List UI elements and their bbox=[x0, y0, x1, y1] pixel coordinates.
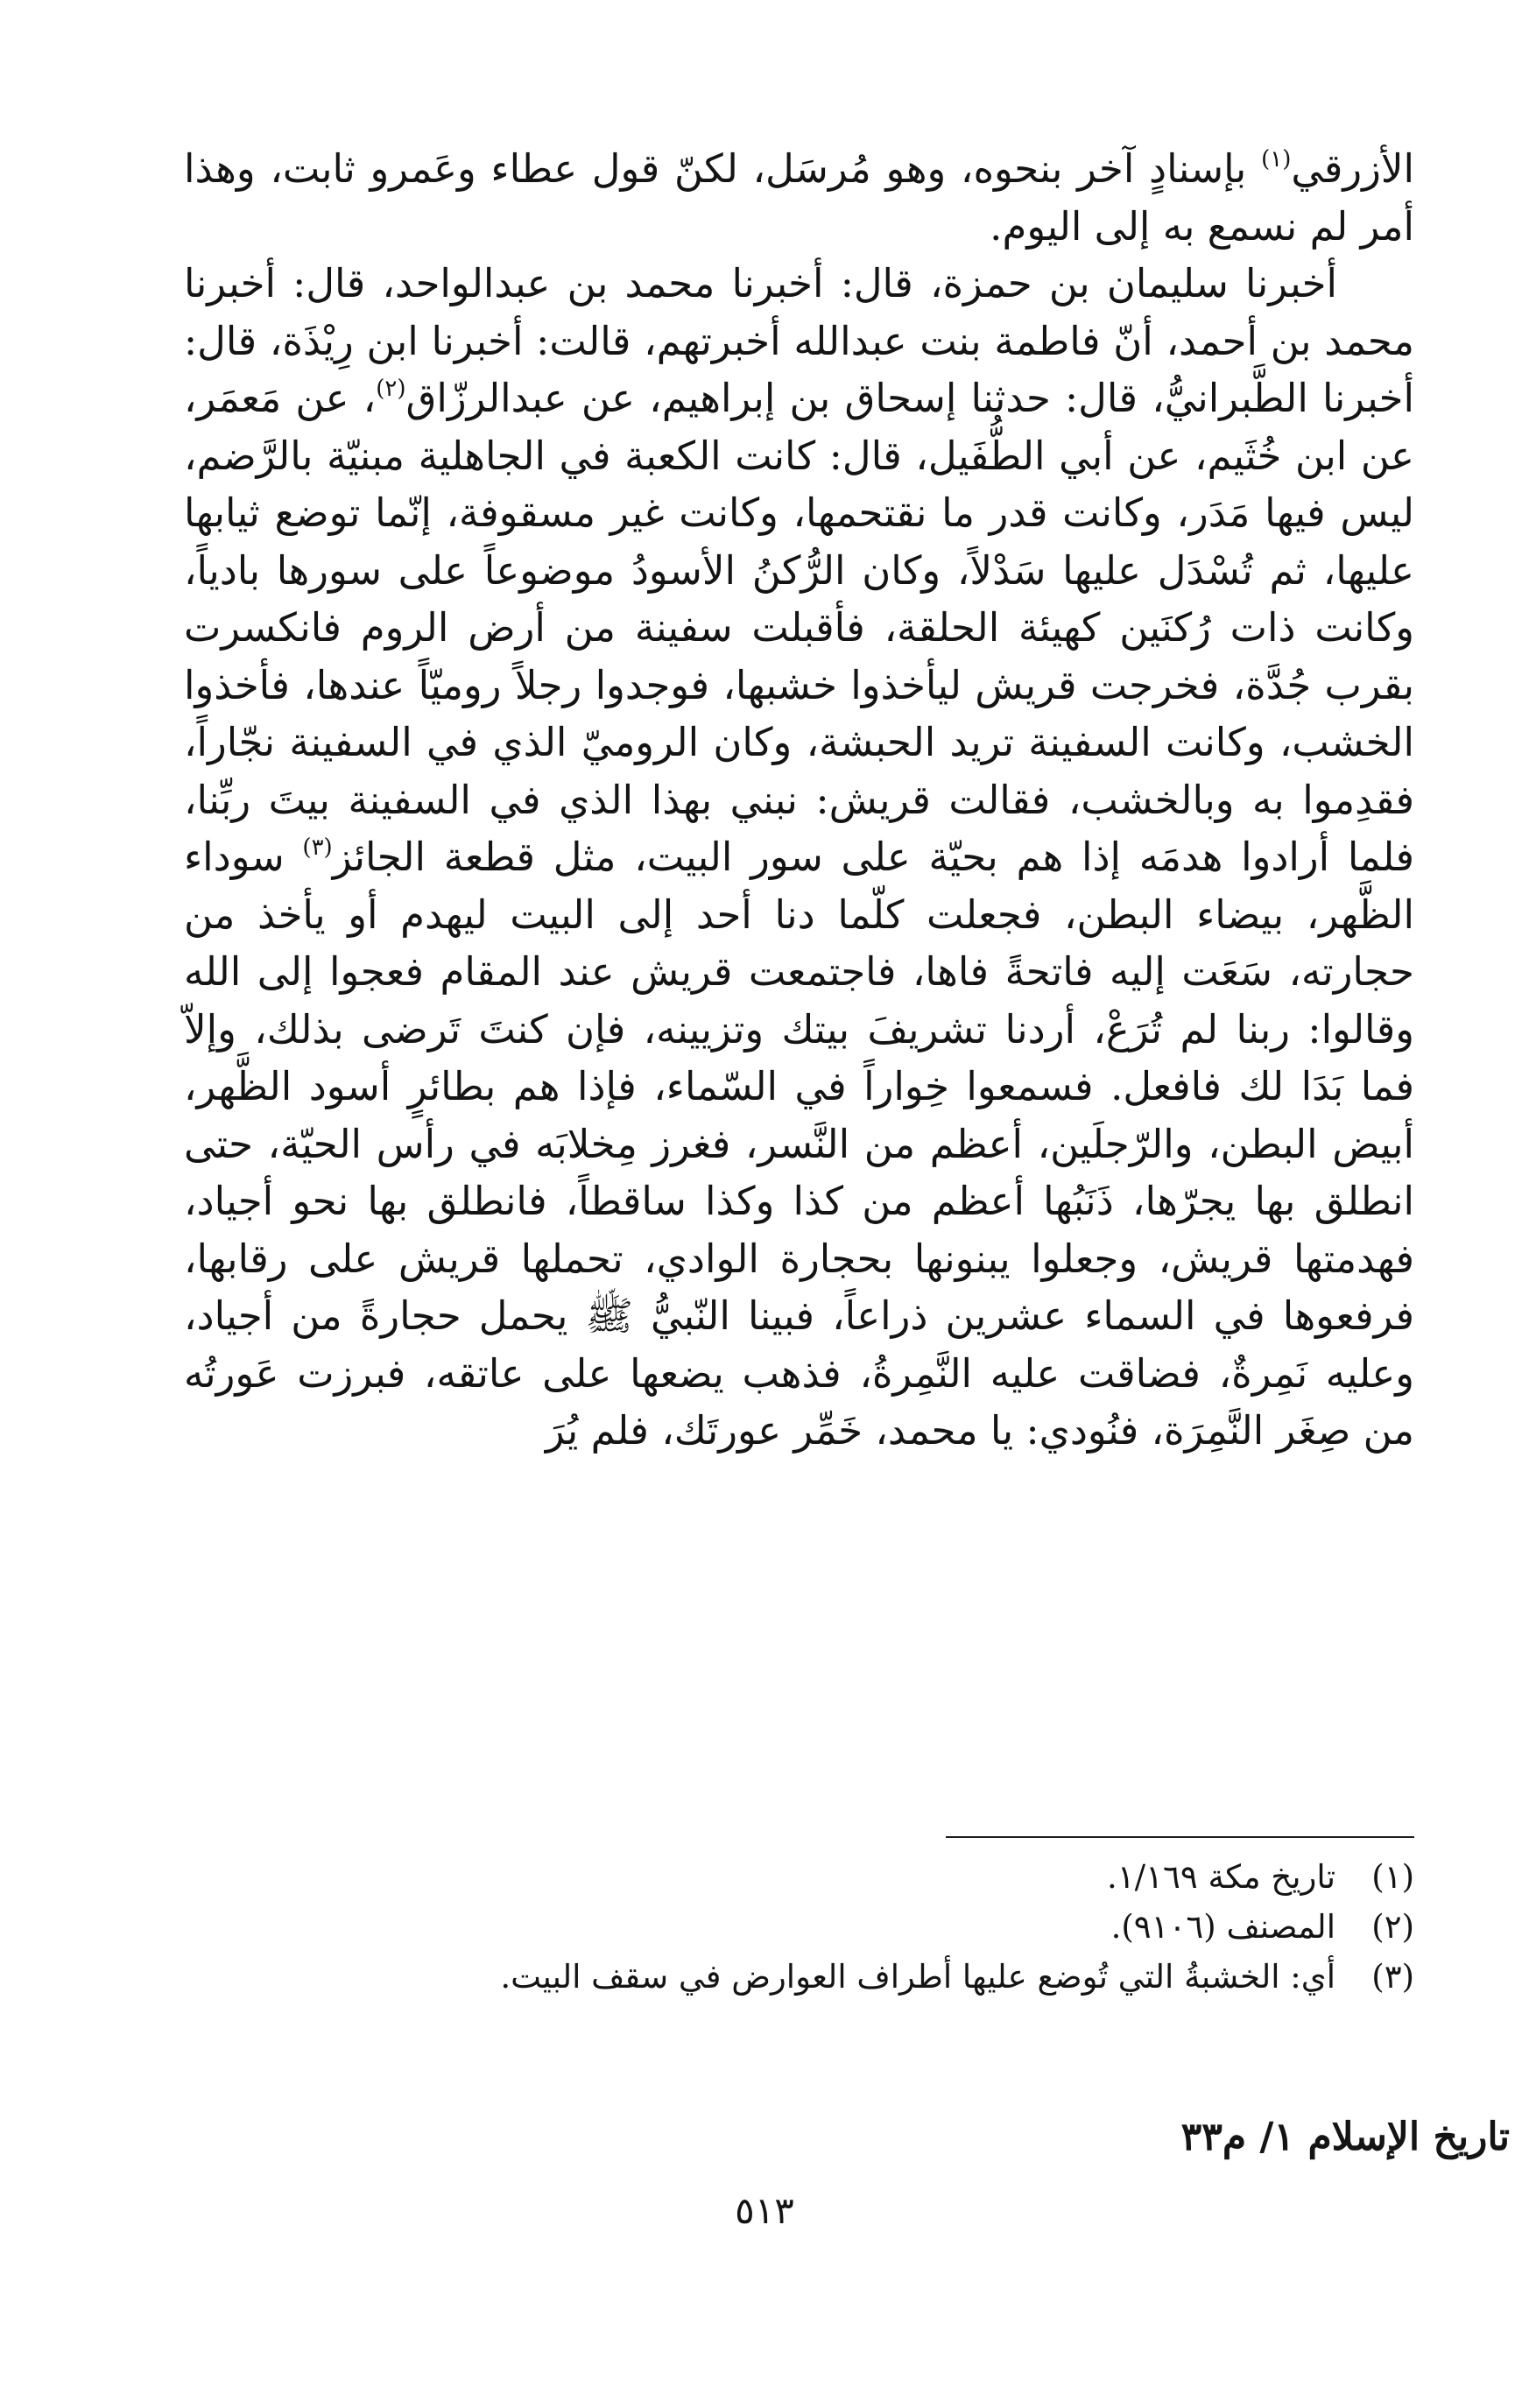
footnote-ref-1: (١) bbox=[1261, 146, 1292, 173]
paragraph-2-text-part-2: ، عن مَعمَر، عن ابن خُثَيم، عن أبي الطُّفَيل، قال: كانت الكعبة في الجاهلية مبنيّة بالرَّضم، ليس فيها مَدَر، وكانت قدر ما نقتحمها، وكانت غير مسقوفة، إنّما توضع ثيابها عليها، ثم تُسْدَل عليها سَدْلاً، وكان الرُّكنُ الأسودُ موضوعاً على سورها بادياً، وكانت ذات رُكنَين كهيئة الحلقة، فأقبلت سفينة من أرض الروم فانكسرت بقرب جُدَّة، فخرجت قريش ليأخذوا خشبها، فوجدوا رجلاً روميّاً عندها، فأخذوا الخشب، وكانت السفينة تريد الحبشة، وكان الروميّ الذي في السفينة نجّاراً، فقدِموا به وبالخشب، فقالت قريش: نبني بهذا الذي في السفينة بيتَ ربِّنا، فلما أرادوا هدمَه إذا هم بحيّة على سور البيت، مثل قطعة الجائز bbox=[184, 375, 1414, 880]
footnote-2 bbox=[184, 1902, 1414, 1952]
footnote-text: المصنف (٩١٠٦). bbox=[1110, 1908, 1335, 1946]
printer-signature: تاريخ الإسلام ١/ م٣٣ bbox=[1180, 2115, 1510, 2159]
footnote-ref-2: (٢) bbox=[376, 376, 406, 402]
footnote-separator bbox=[946, 1836, 1414, 1838]
footnote-text: تاريخ مكة ١/١٦٩. bbox=[1107, 1858, 1335, 1896]
paragraph-2 bbox=[184, 255, 1414, 1460]
main-text bbox=[184, 140, 1414, 1460]
footnote-1 bbox=[184, 1852, 1414, 1902]
footnote-number: (١) bbox=[1371, 1858, 1414, 1896]
paragraph-2-text-part-3: سوداء الظَّهر، بيضاء البطن، فجعلت كلّما دنا أحد إلى البيت ليهدم أو يأخذ من حجارته، سَعَت إليه فاتحةً فاها، فاجتمعت قريش عند المقام فعجوا إلى الله وقالوا: ربنا لم تُرَعْ، أردنا تشريفَ بيتك وتزيينه، فإن كنتَ تَرضى بذلك، وإلاّ فما بَدَا لك فافعل. فسمعوا خِواراً في السّماء، فإذا هم بطائرٍ أسود الظَّهر، أبيض البطن، والرّجلَين، أعظم من النَّسر، فغرز مِخلابَه في رأس الحيّة، حتى انطلق بها يجرّها، ذَنَبُها أعظم من كذا وكذا ساقطاً، فانطلق بها نحو أجياد، فهدمتها قريش، وجعلوا يبنونها بحجارة الوادي، تحملها قريش على رقابها، فرفعوها في السماء عشرين ذراعاً، فبينا النّبيُّ ﷺ يحمل حجارةً من أجياد، وعليه نَمِرةٌ، فضاقت عليه النَّمِرةُ، فذهب يضعها على عاتقه، فبرزت عَورتُه من صِغَر النَّمِرَة، فنُودي: يا محمد، خَمِّر عورتَك، فلم يُرَ bbox=[184, 834, 1414, 1454]
paragraph-2-text-part-1: أخبرنا سليمان بن حمزة، قال: أخبرنا محمد بن عبدالواحد، قال: أخبرنا محمد بن أحمد، أنّ فاطمة بنت عبدالله أخبرتهم، قالت: أخبرنا ابن رِيْذَة، قال: أخبرنا الطَّبرانيُّ، قال: حدثنا إسحاق بن إبراهيم، عن عبدالرزّاق bbox=[184, 260, 1414, 421]
paragraph-1 bbox=[184, 140, 1414, 255]
page-number: ٥١٣ bbox=[735, 2189, 794, 2232]
footnote-number: (٣) bbox=[1371, 1958, 1414, 1996]
footnote-ref-3: (٣) bbox=[302, 834, 333, 861]
paragraph-1-text-end: بإسنادٍ آخر بنحوه، وهو مُرسَل، لكنّ قول عطاء وعَمرو ثابت، وهذا أمر لم نسمع به إلى اليوم. bbox=[184, 145, 1414, 250]
footnotes bbox=[184, 1852, 1414, 2002]
footnote-text: أي: الخشبةُ التي تُوضع عليها أطراف العوارض في سقف البيت. bbox=[500, 1958, 1335, 1996]
footnote-3 bbox=[184, 1952, 1414, 2002]
footnote-number: (٢) bbox=[1371, 1908, 1414, 1946]
paragraph-1-text-start: الأزرقي bbox=[1291, 145, 1414, 192]
